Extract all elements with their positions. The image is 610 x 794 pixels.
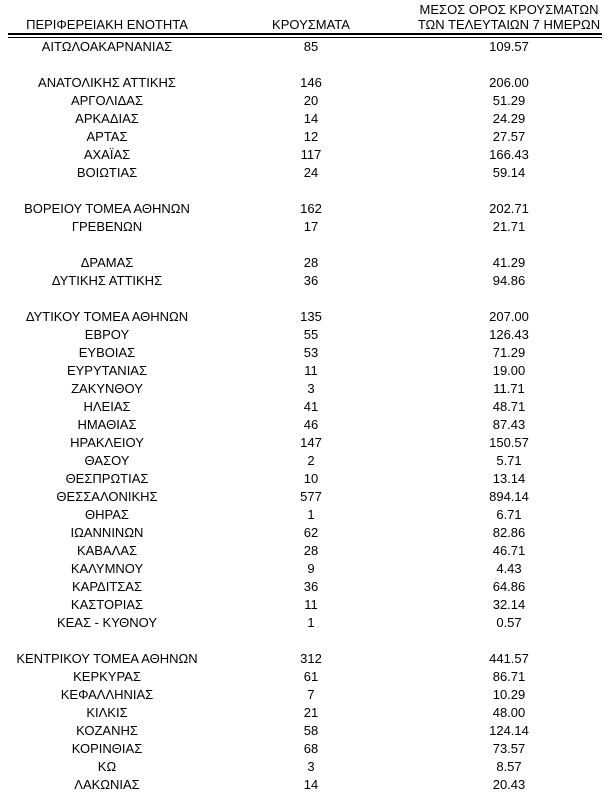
table-row	[8, 110, 602, 128]
region-cell	[8, 182, 206, 200]
region-cell: ΑΡΚΑΔΙΑΣ	[75, 111, 139, 126]
column-header-avg7-line2: ΤΩΝ ΤΕΛΕΥΤΑΙΩΝ 7 ΗΜΕΡΩΝ	[417, 17, 601, 32]
table-row	[8, 434, 602, 452]
table-row	[8, 740, 602, 758]
table-row	[8, 164, 602, 182]
avg7-cell: 59.14	[492, 165, 526, 180]
avg7-cell: 10.29	[492, 687, 526, 702]
spacer-row	[8, 56, 602, 74]
cases-cell: 28	[303, 255, 319, 270]
cases-cell: 3	[307, 381, 315, 396]
table-row	[8, 200, 602, 218]
table-row	[8, 668, 602, 686]
cases-cell: 85	[303, 39, 319, 54]
cases-cell: 58	[303, 723, 319, 738]
region-cell: ΗΡΑΚΛΕΙΟΥ	[70, 435, 144, 450]
region-cell: ΛΑΚΩΝΙΑΣ	[74, 777, 140, 792]
cases-cell: 135	[300, 309, 322, 324]
table-row	[8, 254, 602, 272]
cases-cell: 577	[300, 489, 322, 504]
region-cell: ΚΕΑΣ - ΚΥΘΝΟΥ	[56, 615, 158, 630]
cases-cell: 14	[303, 111, 319, 126]
region-cell: ΚΟΡΙΝΘΙΑΣ	[71, 741, 143, 756]
avg7-cell: 87.43	[492, 417, 526, 432]
avg7-cell	[416, 182, 602, 200]
table-row	[8, 542, 602, 560]
cases-cell: 14	[303, 777, 319, 792]
table-row	[8, 146, 602, 164]
cases-cell: 9	[307, 561, 315, 576]
table-row	[8, 218, 602, 236]
cases-cell: 61	[303, 669, 319, 684]
table-row	[8, 560, 602, 578]
region-cell: ΔΡΑΜΑΣ	[80, 255, 134, 270]
table-row	[8, 578, 602, 596]
avg7-cell: 124.14	[489, 723, 529, 738]
region-cell: ΘΕΣΣΑΛΟΝΙΚΗΣ	[56, 489, 158, 504]
cases-cell: 68	[303, 741, 319, 756]
region-cell: ΘΑΣΟΥ	[84, 453, 130, 468]
cases-cell: 146	[300, 75, 322, 90]
table-row	[8, 614, 602, 632]
table-row	[8, 308, 602, 326]
avg7-cell: 150.57	[489, 435, 529, 450]
column-header-avg7	[416, 2, 602, 32]
cases-cell: 3	[307, 759, 315, 774]
cases-cell: 11	[304, 597, 318, 612]
region-cell: ΒΟΙΩΤΙΑΣ	[76, 165, 138, 180]
table-row	[8, 722, 602, 740]
avg7-cell: 64.86	[492, 579, 526, 594]
avg7-cell: 19.00	[492, 363, 526, 378]
table-row	[8, 326, 602, 344]
avg7-cell: 5.71	[496, 453, 522, 468]
avg7-cell: 21.71	[492, 219, 526, 234]
avg7-cell: 8.57	[496, 759, 522, 774]
region-cell: ΙΩΑΝΝΙΝΩΝ	[70, 525, 144, 540]
region-cell: ΚΑΒΑΛΑΣ	[76, 543, 138, 558]
region-cell	[8, 290, 206, 308]
cases-cell: 147	[300, 435, 322, 450]
avg7-cell: 202.71	[489, 201, 529, 216]
table-row	[8, 506, 602, 524]
avg7-cell: 441.57	[489, 651, 529, 666]
avg7-cell: 32.14	[492, 597, 526, 612]
cases-cell: 2	[307, 453, 315, 468]
cases-cell: 21	[303, 705, 319, 720]
region-cell: ΚΩ	[97, 759, 117, 774]
region-cell: ΑΡΓΟΛΙΔΑΣ	[70, 93, 144, 108]
avg7-cell: 71.29	[492, 345, 526, 360]
cases-cell: 62	[303, 525, 319, 540]
avg7-cell	[416, 56, 602, 74]
cases-cell: 41	[303, 399, 319, 414]
region-cell: ΘΕΣΠΡΩΤΙΑΣ	[65, 471, 149, 486]
avg7-cell: 86.71	[492, 669, 526, 684]
table-row	[8, 524, 602, 542]
cases-cell: 36	[303, 579, 319, 594]
region-cell: ΑΧΑΪΑΣ	[83, 147, 131, 162]
avg7-cell: 20.43	[492, 777, 526, 792]
region-cell: ΚΟΖΑΝΗΣ	[76, 723, 138, 738]
cases-cell: 117	[300, 147, 322, 162]
region-cell: ΚΕΝΤΡΙΚΟΥ ΤΟΜΕΑ ΑΘΗΝΩΝ	[16, 651, 198, 666]
cases-cell	[206, 182, 416, 200]
column-header-region-label: ΠΕΡΙΦΕΡΕΙΑΚΗ ΕΝΟΤΗΤΑ	[26, 17, 188, 32]
region-cell: ΚΙΛΚΙΣ	[86, 705, 128, 720]
region-cell: ΚΕΡΚΥΡΑΣ	[73, 669, 141, 684]
region-cell: ΒΟΡΕΙΟΥ ΤΟΜΕΑ ΑΘΗΝΩΝ	[24, 201, 190, 216]
avg7-cell	[416, 632, 602, 650]
table-row	[8, 488, 602, 506]
avg7-cell	[416, 290, 602, 308]
region-cell: ΕΥΡΥΤΑΝΙΑΣ	[66, 363, 148, 378]
region-cell: ΕΥΒΟΙΑΣ	[78, 345, 136, 360]
cases-cell: 20	[303, 93, 319, 108]
region-cell: ΚΑΡΔΙΤΣΑΣ	[71, 579, 143, 594]
cases-cell: 53	[303, 345, 319, 360]
region-cell: ΗΜΑΘΙΑΣ	[77, 417, 137, 432]
spacer-row	[8, 182, 602, 200]
avg7-cell: 6.71	[496, 507, 522, 522]
avg7-cell: 894.14	[489, 489, 529, 504]
table-row	[8, 74, 602, 92]
table-row	[8, 596, 602, 614]
cases-cell	[206, 56, 416, 74]
cases-cell	[206, 632, 416, 650]
avg7-cell: 46.71	[492, 543, 526, 558]
table-row	[8, 380, 602, 398]
cases-cell: 24	[303, 165, 319, 180]
region-cell: ΔΥΤΙΚΗΣ ΑΤΤΙΚΗΣ	[51, 273, 163, 288]
region-cell	[8, 56, 206, 74]
region-cell: ΑΝΑΤΟΛΙΚΗΣ ΑΤΤΙΚΗΣ	[38, 75, 176, 90]
table-row	[8, 650, 602, 668]
column-header-cases-label: ΚΡΟΥΣΜΑΤΑ	[272, 17, 350, 32]
table-row	[8, 776, 602, 794]
table-row	[8, 362, 602, 380]
table-row	[8, 128, 602, 146]
table-header-row	[8, 2, 602, 32]
cases-cell: 162	[300, 201, 322, 216]
table-row	[8, 398, 602, 416]
table-row	[8, 416, 602, 434]
table-row	[8, 452, 602, 470]
region-cell	[8, 632, 206, 650]
cases-cell	[206, 290, 416, 308]
region-cell: ΔΥΤΙΚΟΥ ΤΟΜΕΑ ΑΘΗΝΩΝ	[25, 309, 189, 324]
table-row	[8, 344, 602, 362]
cases-cell: 11	[304, 363, 318, 378]
avg7-cell: 27.57	[492, 129, 526, 144]
spacer-row	[8, 236, 602, 254]
avg7-cell: 48.00	[492, 705, 526, 720]
avg7-cell: 4.43	[496, 561, 522, 576]
cases-cell: 7	[307, 687, 315, 702]
avg7-cell	[416, 236, 602, 254]
avg7-cell: 126.43	[489, 327, 529, 342]
table-row	[8, 38, 602, 56]
table-body	[8, 38, 602, 794]
cases-cell: 1	[307, 507, 315, 522]
cases-cell: 55	[303, 327, 319, 342]
region-cell: ΓΡΕΒΕΝΩΝ	[71, 219, 143, 234]
region-cell: ΚΑΣΤΟΡΙΑΣ	[70, 597, 144, 612]
region-cell: ΘΗΡΑΣ	[85, 507, 129, 522]
cases-cell: 28	[303, 543, 319, 558]
column-header-region	[8, 17, 206, 32]
region-cell: ΑΡΤΑΣ	[86, 129, 128, 144]
avg7-cell: 206.00	[489, 75, 529, 90]
avg7-cell: 11.71	[493, 381, 525, 396]
spacer-row	[8, 290, 602, 308]
table-row	[8, 470, 602, 488]
avg7-cell: 109.57	[489, 39, 529, 54]
region-cell: ΑΙΤΩΛΟΑΚΑΡΝΑΝΙΑΣ	[41, 39, 173, 54]
avg7-cell: 13.14	[492, 471, 526, 486]
cases-cell: 46	[303, 417, 319, 432]
cases-cell: 12	[303, 129, 319, 144]
avg7-cell: 82.86	[492, 525, 526, 540]
cases-cell: 10	[303, 471, 319, 486]
avg7-cell: 51.29	[492, 93, 526, 108]
avg7-cell: 41.29	[492, 255, 526, 270]
table-row	[8, 92, 602, 110]
table-row	[8, 704, 602, 722]
spacer-row	[8, 632, 602, 650]
avg7-cell: 94.86	[492, 273, 526, 288]
table-row	[8, 272, 602, 290]
cases-cell	[206, 236, 416, 254]
table-row	[8, 686, 602, 704]
region-cell: ΚΕΦΑΛΛΗΝΙΑΣ	[60, 687, 154, 702]
cases-cell: 312	[300, 651, 322, 666]
cases-cell: 36	[303, 273, 319, 288]
table-row	[8, 758, 602, 776]
column-header-cases	[206, 17, 416, 32]
cases-cell: 17	[303, 219, 319, 234]
avg7-cell: 0.57	[496, 615, 522, 630]
region-cell: ΕΒΡΟΥ	[84, 327, 130, 342]
avg7-cell: 207.00	[489, 309, 529, 324]
avg7-cell: 166.43	[489, 147, 529, 162]
avg7-cell: 24.29	[492, 111, 526, 126]
region-cell: ΚΑΛΥΜΝΟΥ	[70, 561, 144, 576]
region-cell: ΗΛΕΙΑΣ	[83, 399, 131, 414]
region-cell	[8, 236, 206, 254]
column-header-avg7-line1: ΜΕΣΟΣ ΟΡΟΣ ΚΡΟΥΣΜΑΤΩΝ	[419, 2, 599, 17]
avg7-cell: 48.71	[492, 399, 526, 414]
region-cell: ΖΑΚΥΝΘΟΥ	[71, 381, 143, 396]
avg7-cell: 73.57	[492, 741, 526, 756]
cases-cell: 1	[307, 615, 315, 630]
